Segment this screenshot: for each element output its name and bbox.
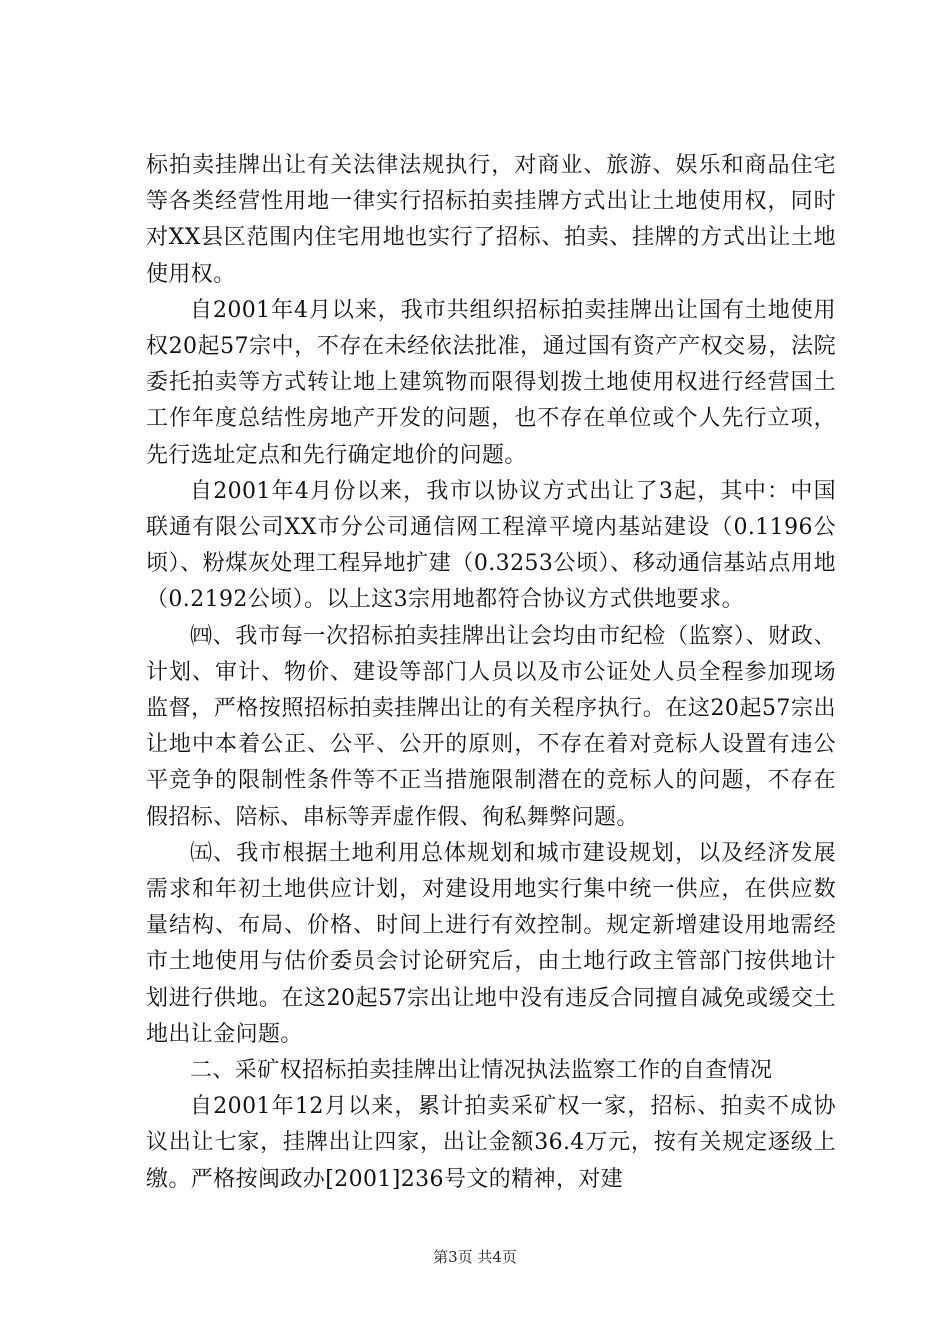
- paragraph-5: ㈤、我市根据土地利用总体规划和城市建设规划，以及经济发展需求和年初土地供应计划，对建设用地实行集中统一供应，在供应数量结构、布局、价格、时间上进行有效控制。规定新增建设用地需经市土地使用与估价委员会讨论研究后，由土地行政主管部门按供地计划进行供地。在这20起57宗出让地中没有违反合同擅自减免或缓交土地出让金问题。: [146, 840, 836, 1047]
- paragraph-4: ㈣、我市每一次招标拍卖挂牌出让会均由市纪检（监察）、财政、计划、审计、物价、建设等部门人员以及市公证处人员全程参加现场监督，严格按照招标拍卖挂牌出让的有关程序执行。在这20起57宗出让地中本着公正、公平、公开的原则，不存在着对竞标人设置有违公平竞争的限制性条件等不正当措施限制潜在的竞标人的问题，不存在假招标、陪标、串标等弄虚作假、徇私舞弊问题。: [146, 623, 836, 830]
- paragraph-6: 自2001年12月以来，累计拍卖采矿权一家，招标、拍卖不成协议出让七家，挂牌出让四家，出让金额36.4万元，按有关规定逐级上缴。严格按闽政办[2001]236号文的精神，对建: [146, 1094, 836, 1192]
- paragraph-3: 自2001年4月份以来，我市以协议方式出让了3起，其中：中国联通有限公司XX市分公司通信网工程漳平境内基站建设（0.1196公顷）、粉煤灰处理工程异地扩建（0.3253公顷）、移动通信基站点用地（0.2192公顷）。以上这3宗用地都符合协议方式供地要求。: [146, 478, 836, 613]
- paragraph-1: 标拍卖挂牌出让有关法律法规执行，对商业、旅游、娱乐和商品住宅等各类经营性用地一律实行招标拍卖挂牌方式出让土地使用权，同时对XX县区范围内住宅用地也实行了招标、拍卖、挂牌的方式出让土地使用权。: [146, 153, 836, 287]
- section-heading: 二、采矿权招标拍卖挂牌出让情况执法监察工作的自查情况: [190, 1058, 773, 1084]
- paragraph-2: 自2001年4月以来，我市共组织招标拍卖挂牌出让国有土地使用权20起57宗中，不存在未经依法批准，通过国有资产产权交易，法院委托拍卖等方式转让地上建筑物而限得划拨土地使用权进行经营国土工作年度总结性房地产开发的问题，也不存在单位或个人先行立项，先行选址定点和先行确定地价的问题。: [146, 297, 836, 468]
- page-footer: 第3页 共4页: [433, 1248, 517, 1266]
- document-body: [146, 148, 836, 1198]
